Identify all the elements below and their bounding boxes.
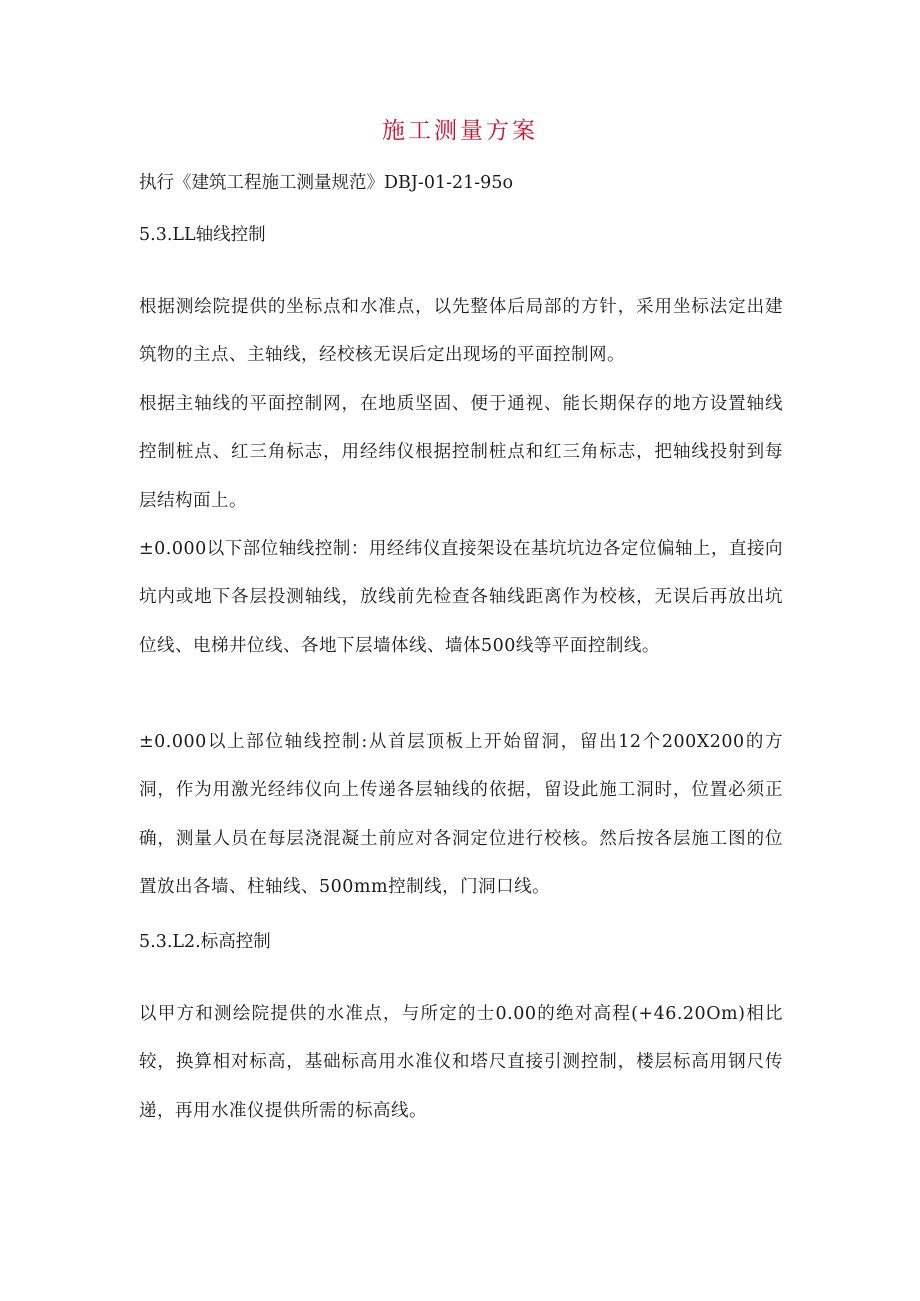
section-heading-axis-control: 5.3.LL轴线控制 [139,225,266,245]
paragraph-control-network: 根据测绘院提供的坐标点和水准点，以先整体后局部的方针，采用坐标法定出建筑物的主点、主轴线，经校核无误后定出现场的平面控制网。 [139,297,783,366]
paragraph-elevation: 以甲方和测绘院提供的水准点，与所定的士0.00的绝对高程(+46.20Om)相比较，换算相对标高，基础标高用水准仪和塔尺直接引测控制，楼层标高用钢尺传递，再用水准仪提供所需的标高线。 [139,1004,783,1121]
paragraph-axis-stakes: 根据主轴线的平面控制网，在地质坚固、便于通视、能长期保存的地方设置轴线控制桩点、红三角标志，用经纬仪根据控制桩点和红三角标志，把轴线投射到每层结构面上。 [139,394,783,511]
section-heading-elevation-control: 5.3.L2.标高控制 [139,932,271,952]
paragraph-below-zero-axis: ±0.000以下部位轴线控制：用经纬仪直接架设在基坑坑边各定位偏轴上，直接向坑内或地下各层投测轴线，放线前先检查各轴线距离作为校核，无误后再放出坑位线、电梯井位线、各地下层墙体线、墙体500线等平面控制线。 [139,539,783,656]
paragraph-above-zero-axis: ±0.000以上部位轴线控制:从首层顶板上开始留洞，留出12个200X200的方洞，作为用激光经纬仪向上传递各层轴线的依据，留设此施工洞时，位置必须正确，测量人员在每层浇混凝土前应对各洞定位进行校核。然后按各层施工图的位置放出各墙、柱轴线、500mm控制线，门洞口线。 [139,732,783,898]
document-title: 施工测量方案 [382,118,538,144]
standard-reference: 执行《建筑工程施工测量规范》DBJ-01-21-95o [139,173,513,193]
